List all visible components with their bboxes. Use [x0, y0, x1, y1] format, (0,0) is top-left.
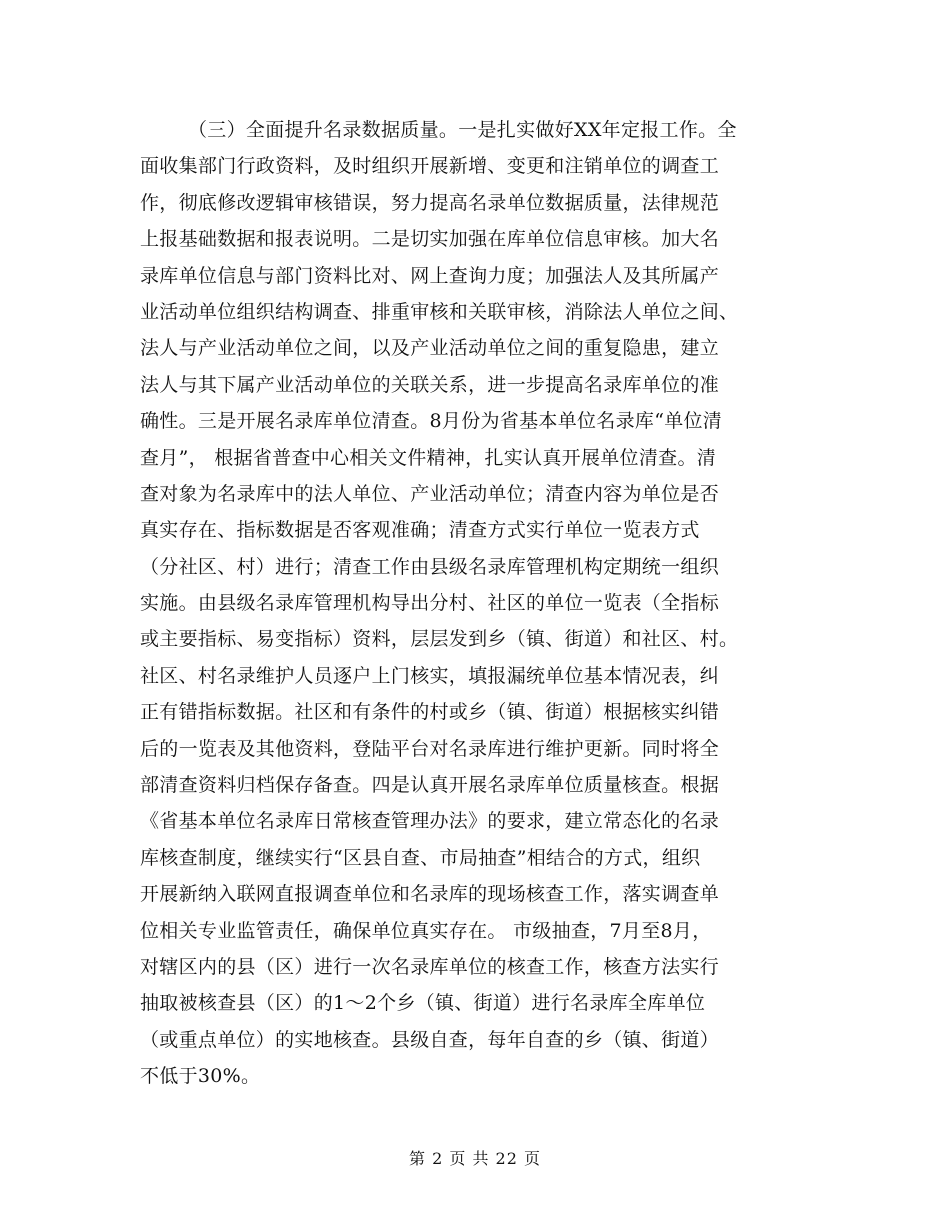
text-line: 面收集部门行政资料，及时组织开展新增、变更和注销单位的调查工 — [140, 155, 720, 178]
text-line: 实施。由县级名录库管理机构导出分村、社区的单位一览表（全指标 — [140, 592, 720, 615]
text-line: 录库单位信息与部门资料比对、网上查询力度；加强法人及其所属产 — [140, 264, 720, 287]
body-paragraph — [140, 112, 820, 1095]
text-line: （分社区、村）进行；清查工作由县级名录库管理机构定期统一组织 — [140, 555, 720, 578]
text-line: 真实存在、指标数据是否客观准确；清查方式实行单位一览表方式 — [140, 519, 700, 542]
text-line: （或重点单位）的实地核查。县级自查，每年自查的乡（镇、街道） — [140, 1028, 720, 1051]
text-line: 《省基本单位名录库日常核查管理办法》的要求，建立常态化的名录 — [140, 810, 720, 833]
text-line: 不低于30%。 — [140, 1065, 261, 1088]
text-line: 作，彻底修改逻辑审核错误，努力提高名录单位数据质量，法律规范 — [140, 191, 720, 214]
page-number-footer: 第 2 页 共 22 页 — [409, 1149, 541, 1168]
text-line: 库核查制度，继续实行“区县自查、市局抽查”相结合的方式，组织 — [140, 846, 701, 869]
text-line: 抽取被核查县（区）的1～2个乡（镇、街道）进行名录库全库单位 — [140, 992, 706, 1015]
text-line: 正有错指标数据。社区和有条件的村或乡（镇、街道）根据核实纠错 — [140, 701, 720, 724]
text-line: 或主要指标、易变指标）资料，层层发到乡（镇、街道）和社区、村。 — [140, 628, 739, 651]
text-line: 位相关专业监管责任，确保单位真实存在。 市级抽查，7月至8月， — [140, 919, 712, 942]
text-line: 社区、村名录维护人员逐户上门核实，填报漏统单位基本情况表，纠 — [140, 664, 720, 687]
text-line: 上报基础数据和报表说明。二是切实加强在库单位信息审核。加大名 — [140, 228, 720, 251]
text-line: 业活动单位组织结构调查、排重审核和关联审核，消除法人单位之间、 — [140, 300, 739, 323]
text-line: 确性。三是开展名录库单位清查。8月份为省基本单位名录库“单位清 — [140, 410, 723, 433]
text-line: 查月”， 根据省普查中心相关文件精神，扎实认真开展单位清查。清 — [140, 446, 717, 469]
text-line: 对辖区内的县（区）进行一次名录库单位的核查工作，核查方法实行 — [140, 955, 720, 978]
text-line: 后的一览表及其他资料，登陆平台对名录库进行维护更新。同时将全 — [140, 737, 720, 760]
text-line: （三）全面提升名录数据质量。一是扎实做好XX年定报工作。全 — [188, 119, 737, 141]
text-line: 查对象为名录库中的法人单位、产业活动单位；清查内容为单位是否 — [140, 482, 720, 505]
text-line: 开展新纳入联网直报调查单位和名录库的现场核查工作，落实调查单 — [140, 883, 720, 906]
text-line: 法人与产业活动单位之间，以及产业活动单位之间的重复隐患，建立 — [140, 337, 720, 360]
text-line: 法人与其下属产业活动单位的关联关系，进一步提高名录库单位的准 — [140, 373, 720, 396]
text-line: 部清查资料归档保存备查。四是认真开展名录库单位质量核查。根据 — [140, 774, 720, 797]
